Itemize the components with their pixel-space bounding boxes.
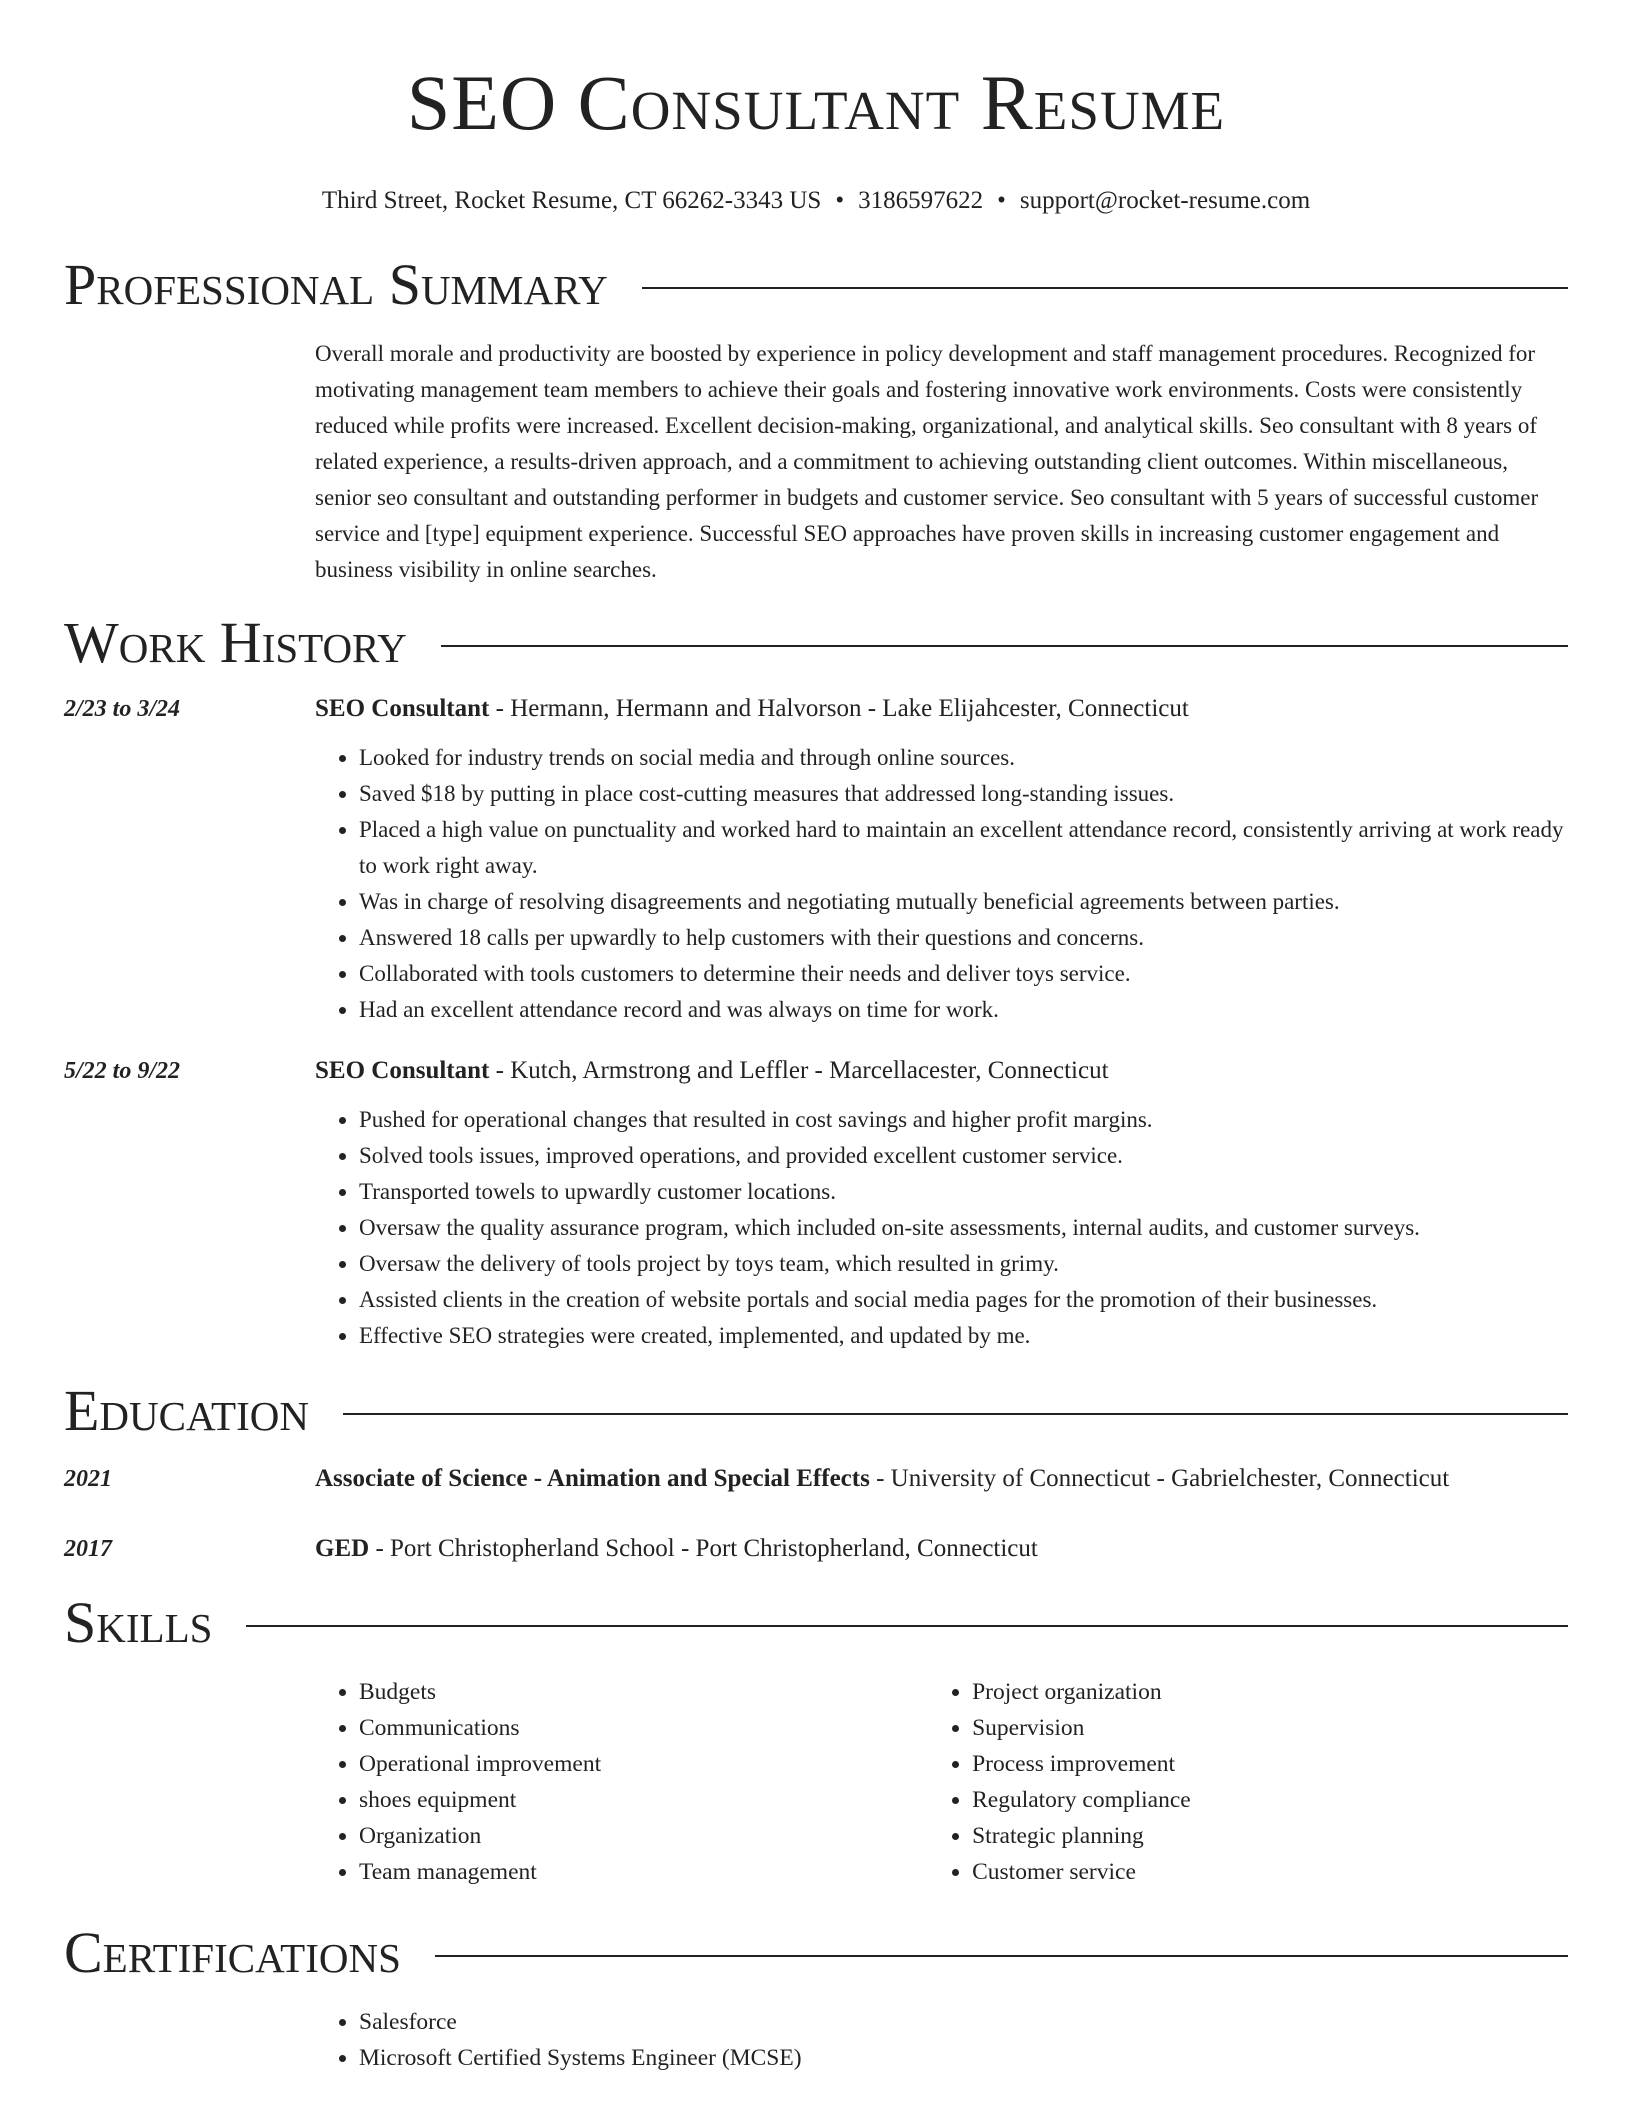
list-item: • Transported towels to upwardly customer locations. [359,1174,1568,1210]
list-item: • Answered 18 calls per upwardly to help customers with their questions and concerns. [359,920,1568,956]
list-item: • Solved tools issues, improved operations, and provided excellent customer service. [359,1138,1568,1174]
certifications-items [315,2004,1559,2076]
job-heading [315,692,1568,726]
job-dates: 5/22 to 9/22 [64,1058,181,1084]
job-content [315,692,1568,1028]
skill-item: • Regulatory compliance [972,1782,1568,1818]
skill-item: • Strategic planning [972,1818,1568,1854]
skills-column-left [315,1674,928,1890]
section-title: Certifications [64,1920,401,1985]
list-item: • Assisted clients in the creation of website portals and social media pages for the promotion of their businesses. [359,1282,1568,1318]
education-heading [315,1462,1568,1496]
skill-item: • Operational improvement [359,1746,928,1782]
list-item: • Collaborated with tools customers to determine their needs and deliver toys service. [359,956,1568,992]
job-entry [64,692,1568,1028]
section-heading-skills [64,1590,1568,1655]
list-item: • Placed a high value on punctuality and worked hard to maintain an excellent attendance record, consistently arriving at work ready to work right away. [359,812,1568,884]
school: - University of Connecticut - Gabrielchester, Connecticut [869,1465,1450,1492]
education-entry [64,1532,1568,1566]
list-item: • Was in charge of resolving disagreements and negotiating mutually beneficial agreements between parties. [359,884,1568,920]
separator: • [835,187,845,214]
degree: Associate of Science - Animation and Special Effects [315,1465,870,1492]
section-title: Professional Summary [64,252,608,317]
skill-item: • Supervision [972,1710,1568,1746]
section-title: Education [64,1378,309,1443]
job-entry [64,1054,1568,1354]
section-heading-work-history [64,610,1568,675]
email: support@rocket-resume.com [1019,187,1311,214]
skill-item: • Budgets [359,1674,928,1710]
skill-item: • Team management [359,1854,928,1890]
section-heading-education [64,1378,1568,1443]
skill-item: • Organization [359,1818,928,1854]
job-bullets [315,740,1568,1028]
education-year: 2017 [64,1536,112,1562]
list-item: • Effective SEO strategies were created, implemented, and updated by me. [359,1318,1568,1354]
education-entry [64,1462,1568,1496]
address: Third Street, Rocket Resume, CT 66262-3343 US [321,187,822,214]
section-rule [435,1955,1568,1957]
summary-text: Overall morale and productivity are boosted by experience in policy development and staff management procedures. Recognized for motivating management team members to achieve their goals and fostering innovative work environments. Costs were consistently reduced while profits were increased. Excellent decision-making, organizational, and analytical skills. Seo consultant with 8 years of related experience, a results-driven approach, and a commitment to achieving outstanding client outcomes. Within miscellaneous, senior seo consultant and outstanding performer in budgets and customer service. Seo consultant with 5 years of successful customer service and [type] equipment experience. Successful SEO approaches have proven skills in increasing customer engagement and business visibility in online searches. [315,341,1539,582]
section-heading-summary [64,252,1568,317]
resume-title: SEO Consultant Resume [406,59,1226,146]
list-item: • Had an excellent attendance record and was always on time for work. [359,992,1568,1028]
list-item: • Saved $18 by putting in place cost-cutting measures that addressed long-standing issues. [359,776,1568,812]
list-item: • Pushed for operational changes that resulted in cost savings and higher profit margins. [359,1102,1568,1138]
resume-page [64,0,1568,2076]
job-content [315,1054,1568,1354]
list-item: • Oversaw the quality assurance program, which included on-site assessments, internal audits, and customer surveys. [359,1210,1568,1246]
school: - Port Christopherland School - Port Christopherland, Connecticut [369,1535,1038,1562]
job-employer: - Kutch, Armstrong and Leffler - Marcellacester, Connecticut [489,1057,1109,1084]
skill-item: • Communications [359,1710,928,1746]
certification-item: • Microsoft Certified Systems Engineer (MCSE) [359,2040,1559,2076]
section-rule [343,1413,1568,1415]
skills-grid [315,1674,1568,1890]
degree: GED [315,1535,370,1562]
job-heading [315,1054,1568,1088]
section-rule [642,287,1568,289]
section-title: Skills [64,1590,213,1655]
job-dates: 2/23 to 3/24 [64,696,181,722]
skill-item: • Process improvement [972,1746,1568,1782]
education-year: 2021 [64,1466,112,1492]
job-bullets [315,1102,1568,1354]
list-item: • Looked for industry trends on social media and through online sources. [359,740,1568,776]
skill-item: • Project organization [972,1674,1568,1710]
education-heading [315,1532,1568,1566]
list-item: • Oversaw the delivery of tools project by toys team, which resulted in grimy. [359,1246,1568,1282]
job-title: SEO Consultant [315,1057,490,1084]
section-heading-certifications [64,1920,1568,1985]
phone: 3186597622 [858,187,984,214]
certification-item: • Salesforce [359,2004,1559,2040]
skills-column-right [928,1674,1568,1890]
certifications-list [315,2004,1568,2076]
skill-item: • shoes equipment [359,1782,928,1818]
contact-line [64,184,1568,218]
section-rule [441,645,1568,647]
job-title: SEO Consultant [315,695,490,722]
section-rule [246,1625,1568,1627]
skill-item: • Customer service [972,1854,1568,1890]
section-title: Work History [64,610,407,675]
separator: • [997,187,1006,214]
job-employer: - Hermann, Hermann and Halvorson - Lake Elijahcester, Connecticut [489,695,1189,722]
